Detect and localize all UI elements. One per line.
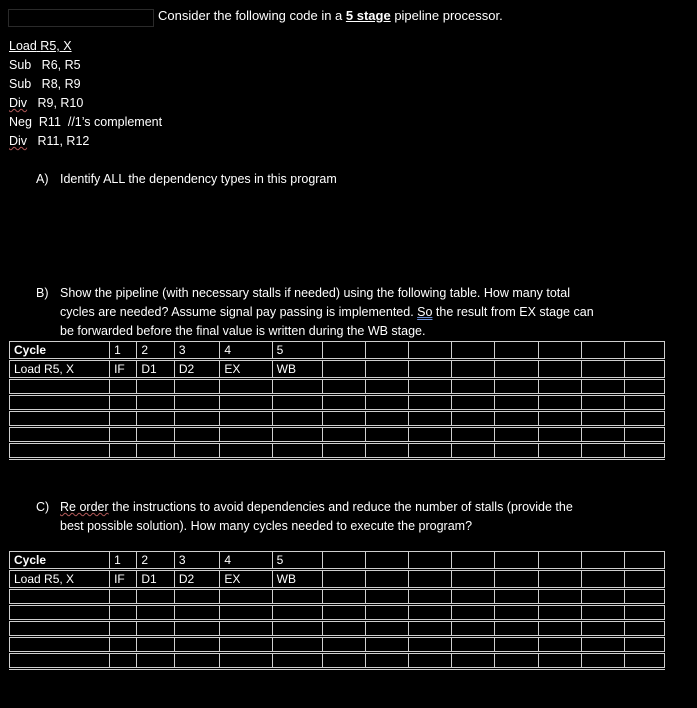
stage-cell: D1 — [137, 570, 175, 589]
table-header-row — [10, 342, 665, 360]
stage-cell: WB — [272, 570, 322, 589]
cycle-number: 3 — [174, 342, 219, 360]
stage-cell: D1 — [137, 360, 175, 379]
table-row — [10, 427, 665, 443]
question-a: A) Identify ALL the dependency types in this program — [36, 172, 337, 186]
question-b: B) Show the pipeline (with necessary stalls if needed) using the following table. How many total cycles are needed? Assume signal pay passing is implemented. So the result from EX stage can be forwarded before the final value is written during the WB stage. — [36, 286, 594, 338]
pipeline-table-c — [9, 551, 665, 670]
code-line: Sub R8, R9 — [9, 77, 81, 91]
stage-cell: WB — [272, 360, 322, 379]
cycle-header: Cycle — [10, 552, 110, 570]
cycle-number: 2 — [137, 552, 175, 570]
table-row — [10, 605, 665, 621]
cycle-number: 2 — [137, 342, 175, 360]
cycle-number: 1 — [110, 552, 137, 570]
stage-cell: D2 — [174, 570, 219, 589]
code-line: Load R5, X — [9, 39, 72, 53]
code-line: Div R11, R12 — [9, 134, 90, 148]
table-row — [10, 637, 665, 653]
table-row — [10, 411, 665, 427]
code-line: Sub R6, R5 — [9, 58, 81, 72]
cycle-header: Cycle — [10, 342, 110, 360]
table-row — [10, 570, 665, 589]
table-row — [10, 360, 665, 379]
stage-cell: EX — [220, 360, 272, 379]
stage-cell: D2 — [174, 360, 219, 379]
table-row — [10, 653, 665, 669]
title-emphasis: 5 stage — [345, 8, 391, 23]
question-c: C) Re order the instructions to avoid dependencies and reduce the number of stalls (provide the best possible solution). How many cycles needed to execute the program? — [36, 500, 573, 533]
table-row — [10, 395, 665, 411]
stage-cell: EX — [220, 570, 272, 589]
cycle-number: 5 — [272, 552, 322, 570]
table-row — [10, 589, 665, 605]
cycle-number: 4 — [220, 342, 272, 360]
redacted-block — [8, 9, 154, 27]
cycle-number: 1 — [110, 342, 137, 360]
table-row — [10, 443, 665, 459]
stage-cell: IF — [110, 570, 137, 589]
instruction-label: Load R5, X — [10, 570, 110, 589]
table-row — [10, 379, 665, 395]
instruction-label: Load R5, X — [10, 360, 110, 379]
page-title: Consider the following code in a 5 stage pipeline processor. — [158, 8, 503, 23]
pipeline-table-b — [9, 341, 665, 460]
cycle-number: 5 — [272, 342, 322, 360]
table-row — [10, 621, 665, 637]
cycle-number: 3 — [174, 552, 219, 570]
table-header-row — [10, 552, 665, 570]
code-line: Neg R11 //1’s complement — [9, 115, 163, 129]
code-line: Div R9, R10 — [9, 96, 84, 110]
stage-cell: IF — [110, 360, 137, 379]
cycle-number: 4 — [220, 552, 272, 570]
